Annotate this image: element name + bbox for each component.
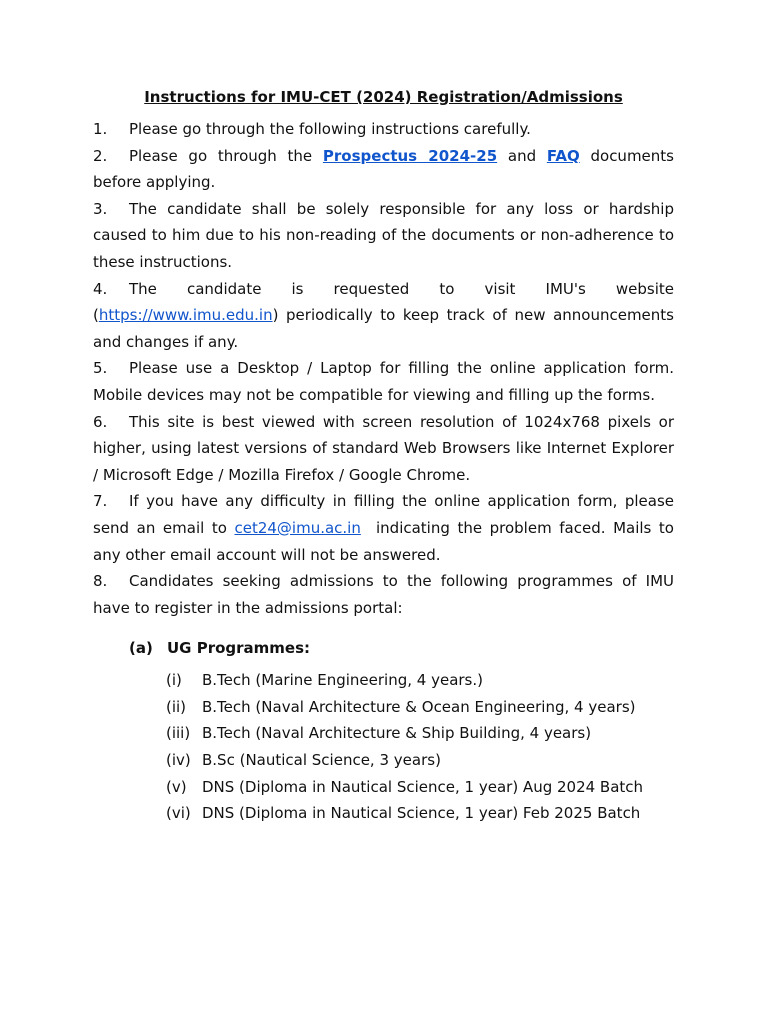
instruction-7: [93, 488, 679, 568]
instruction-3: [93, 196, 674, 276]
programme-text: DNS (Diploma in Nautical Science, 1 year) Aug 2024 Batch: [202, 777, 644, 796]
item-number: 6.: [93, 412, 108, 431]
item-number: 5.: [93, 359, 108, 378]
instruction-1: [93, 116, 674, 143]
ug-label: (a): [129, 639, 153, 658]
item-text: Candidates seeking admissions to the following programmes of IMU have to register in the admissions portal:: [93, 572, 674, 617]
item-text-pre: Please go through the: [129, 146, 323, 165]
item-number: 8.: [93, 572, 108, 591]
roman-numeral: (ii): [166, 697, 187, 716]
programme-text: B.Sc (Nautical Science, 3 years): [202, 751, 441, 770]
prospectus-link[interactable]: Prospectus 2024-25: [322, 146, 498, 165]
programme-item: [166, 720, 674, 747]
programme-text: B.Tech (Naval Architecture & Ship Building, 4 years): [202, 724, 592, 743]
programme-item: [166, 667, 674, 694]
item-number: 3.: [93, 199, 108, 218]
item-text: Please go through the following instructions carefully.: [129, 120, 531, 138]
item-text-pre: If you have any difficulty in filling the online application form, please send an email to: [93, 492, 674, 537]
roman-numeral: (i): [166, 671, 182, 690]
instruction-4: [93, 276, 674, 356]
roman-numeral: (vi): [166, 804, 191, 823]
programme-text: DNS (Diploma in Nautical Science, 1 year) Feb 2025 Batch: [202, 804, 641, 823]
instruction-2: [93, 143, 674, 196]
programme-text: B.Tech (Naval Architecture & Ocean Engineering, 4 years): [202, 697, 636, 716]
faq-link[interactable]: FAQ: [546, 146, 580, 165]
instruction-5: [93, 355, 674, 408]
programme-item: [166, 800, 674, 827]
instruction-8: [93, 568, 674, 621]
item-text-pre: The candidate is requested to visit IMU's website (: [93, 279, 674, 325]
instruction-6: [93, 409, 674, 489]
email-link[interactable]: cet24@imu.ac.in: [234, 518, 361, 537]
programme-item: [166, 747, 674, 774]
item-text: The candidate shall be solely responsible for any loss or hardship caused to him due to his non-reading of the documents or non-adherence to these instructions.: [93, 199, 674, 271]
item-number: 2.: [93, 146, 108, 165]
item-number: 4.: [93, 279, 108, 298]
programme-text: B.Tech (Marine Engineering, 4 years.): [202, 671, 483, 690]
item-text-post: documents before applying.: [93, 146, 674, 192]
website-link[interactable]: https://www.imu.edu.in: [98, 306, 273, 325]
item-text: Please use a Desktop / Laptop for filling the online application form. Mobile devices may not be compatible for viewing and filling up the forms.: [93, 359, 674, 404]
roman-numeral: (iv): [166, 751, 191, 770]
item-text-mid: and: [497, 146, 547, 165]
item-text: This site is best viewed with screen resolution of 1024x768 pixels or higher, using latest versions of standard Web Browsers like Internet Explorer / Microsoft Edge / Mozilla Firefox / Google Chrome.: [93, 412, 674, 484]
roman-numeral: (iii): [166, 724, 191, 743]
page-title: Instructions for IMU-CET (2024) Registration/Admissions: [144, 88, 623, 106]
item-number: 7.: [93, 492, 108, 511]
roman-numeral: (v): [166, 777, 187, 796]
ug-programmes-heading: [129, 635, 674, 661]
ug-heading-text: UG Programmes:: [167, 639, 311, 658]
programme-item: [166, 694, 674, 721]
item-text-post: indicating the problem faced. Mails to any other email account will not be answered.: [93, 518, 679, 564]
item-text-post: ) periodically to keep track of new announcements and changes if any.: [93, 306, 674, 351]
document-page: [93, 84, 679, 827]
item-number: 1.: [93, 120, 108, 138]
programme-item: [166, 774, 674, 801]
